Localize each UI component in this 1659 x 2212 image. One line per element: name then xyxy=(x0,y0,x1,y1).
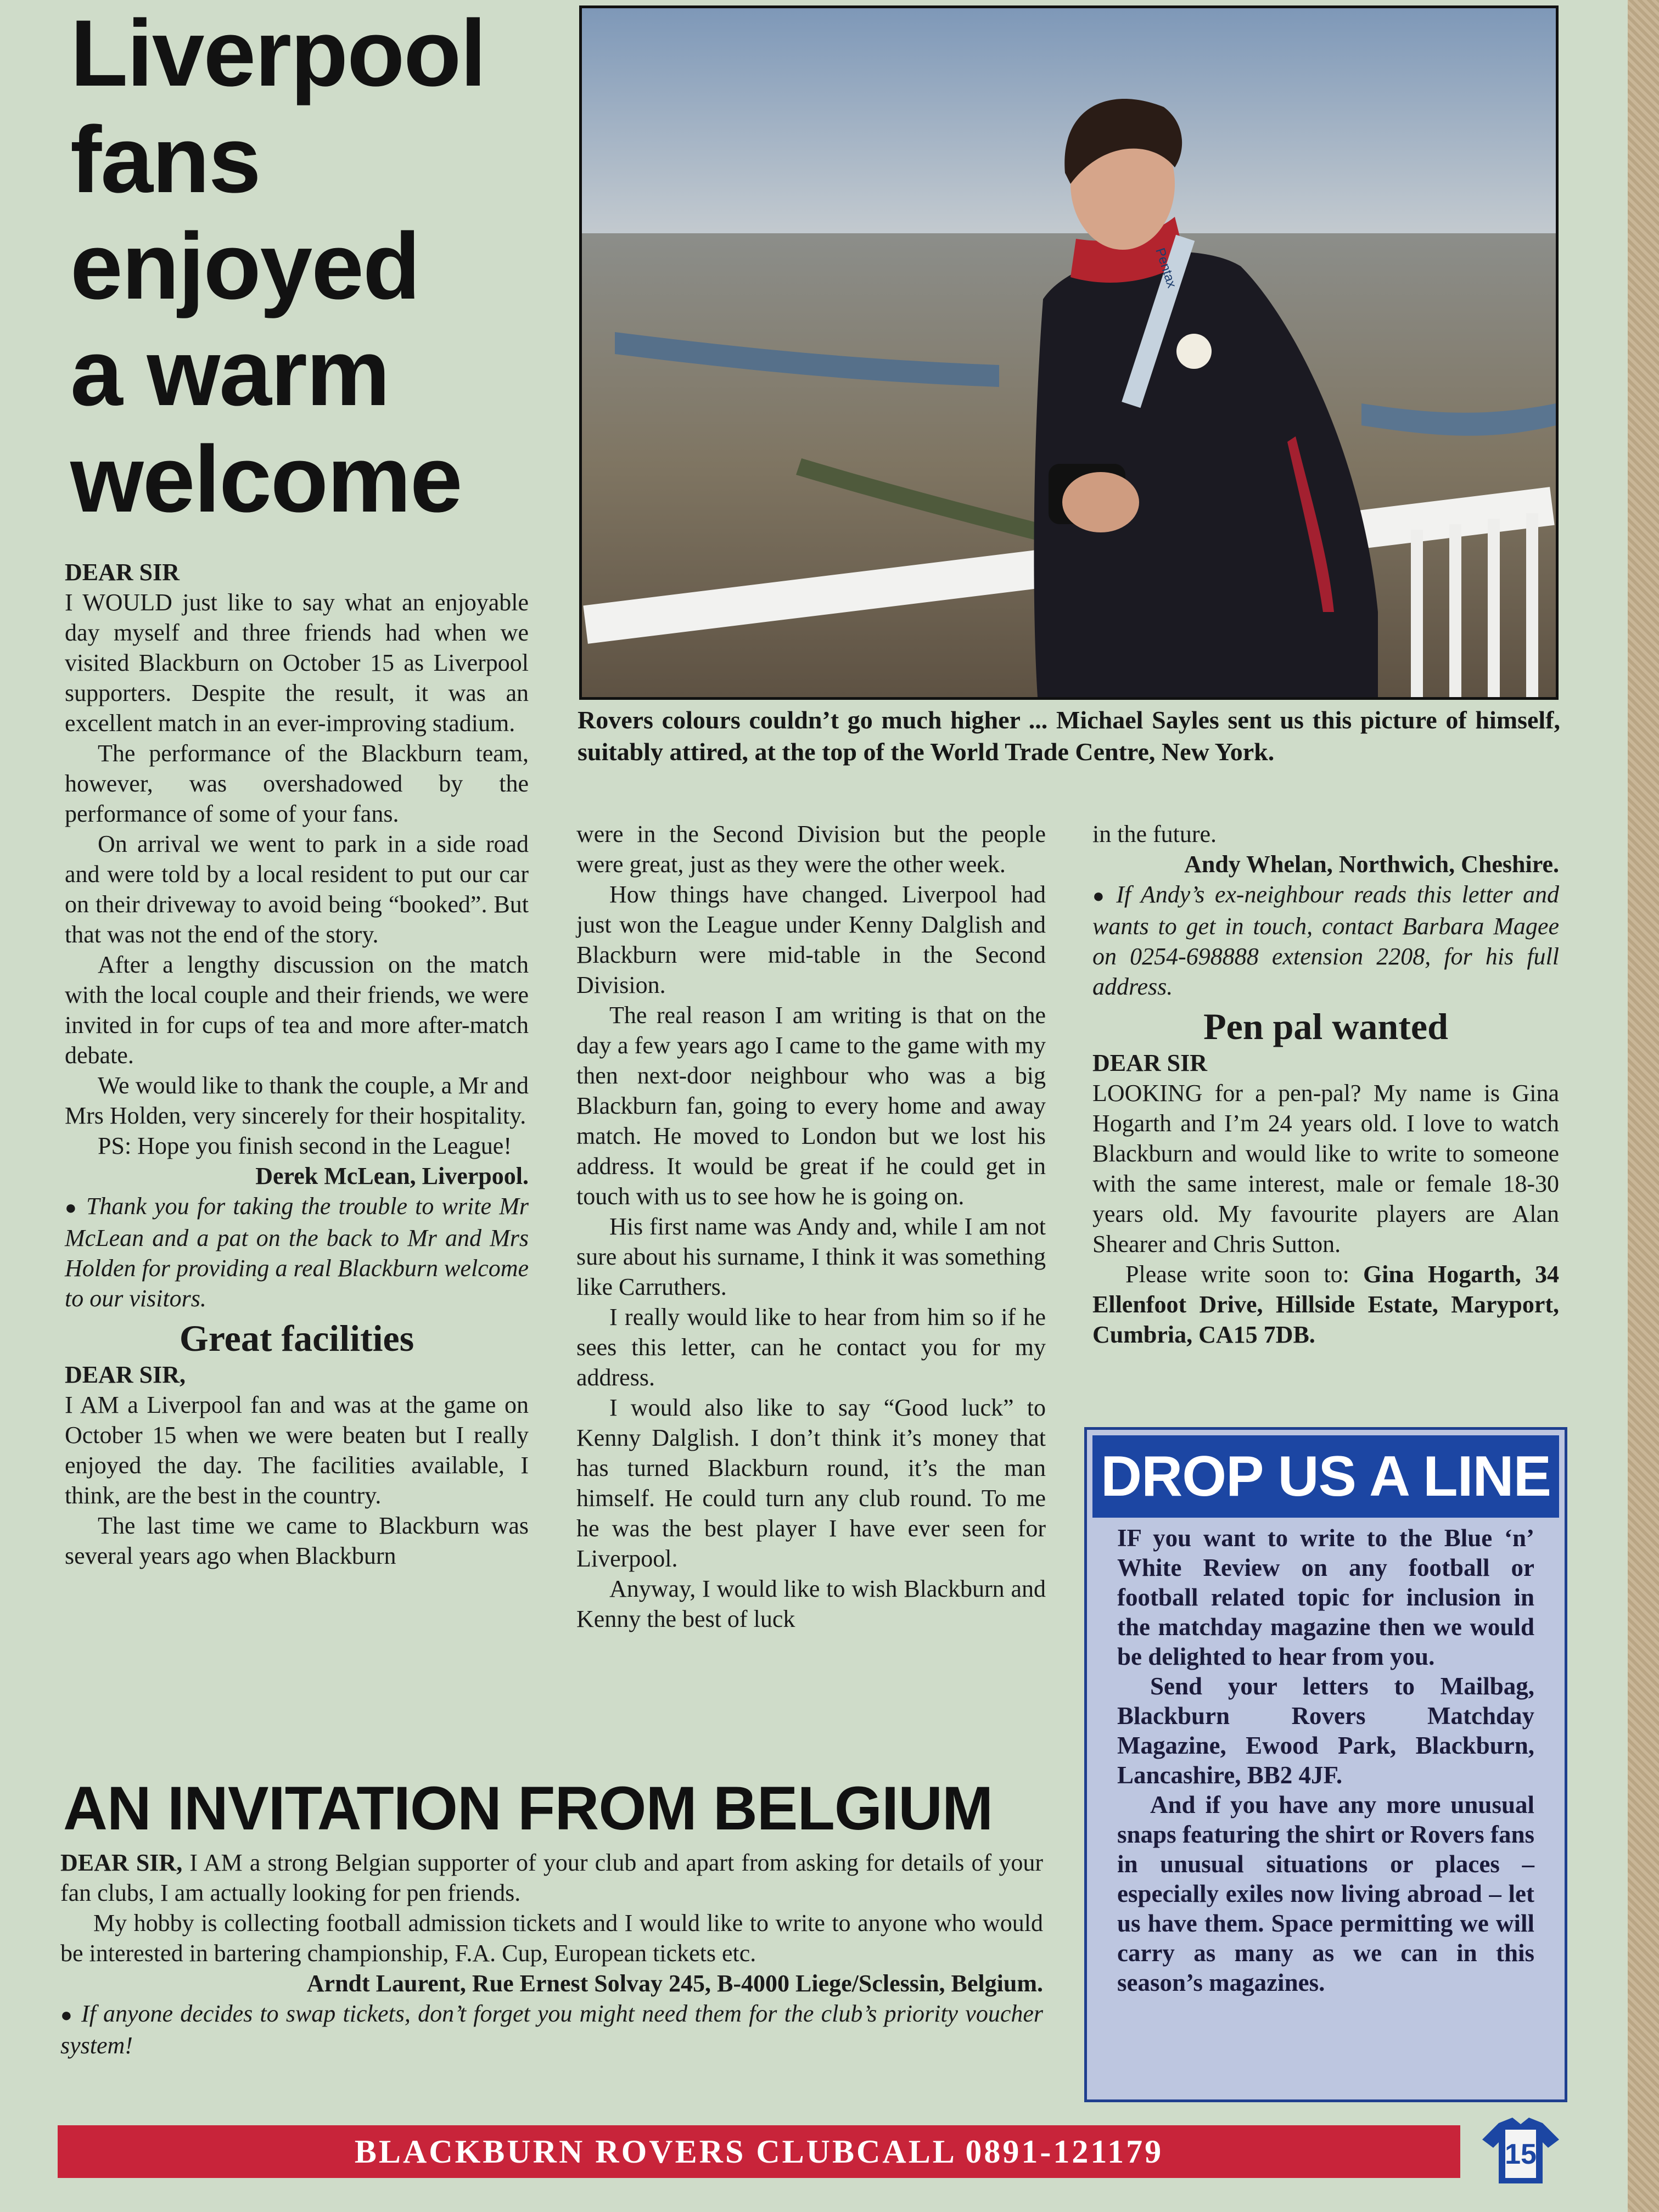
column-2 xyxy=(576,819,1046,1634)
letter1-reply-text: Thank you for taking the trouble to write Mr McLean and a pat on the back to Mr and Mrs Holden for providing a real Blackburn welcome to our visitors. xyxy=(65,1193,529,1312)
page-number: 15 xyxy=(1505,2138,1537,2170)
railing-post xyxy=(1411,530,1423,697)
letter2-continuation: in the future. xyxy=(1092,821,1217,847)
letter3-address-line xyxy=(1092,1259,1559,1350)
letter2-paragraph: I AM a Liverpool fan and was at the game on October 15 when we were beaten but I really enjoyed the day. The facilities available, I think, are the best in the country. xyxy=(65,1391,529,1509)
railing-post xyxy=(1488,519,1500,697)
headline-line: welcome xyxy=(70,426,462,532)
bullet-icon: ● xyxy=(65,1197,79,1219)
letter3-paragraph: LOOKING for a pen-pal? My name is Gina Hogarth and I’m 24 years old. I love to watch Blackburn and would like to write to someone with the same interest, male or female 18-30 years old. My favourite players are Alan Shearer and Chris Sutton. xyxy=(1092,1080,1559,1257)
headline-line: a warm xyxy=(70,320,389,425)
letter3-address: Gina Hogarth, 34 Ellenfoot Drive, Hillside Estate, Maryport, Cumbria, CA15 7DB. xyxy=(1092,1261,1560,1348)
belgium-paragraph-text: I AM a strong Belgian supporter of your club and apart from asking for details of your fan clubs, I am actually looking for pen friends. xyxy=(60,1849,1044,1906)
letter2-reply-text: If Andy’s ex-neighbour reads this letter and wants to get in touch, contact Barbara Magee on 0254-698888 extension 2208, for his full address. xyxy=(1092,881,1559,1000)
drop-box-title: DROP US A LINE xyxy=(1092,1435,1559,1518)
letter2-salutation: DEAR SIR, xyxy=(65,1361,186,1388)
letter2-paragraph: How things have changed. Liverpool had just won the League under Kenny Dalglish and Blackburn were mid-table in the Second Division. xyxy=(576,881,1046,998)
carpet-edge xyxy=(1628,0,1659,2212)
belgium-salutation: DEAR SIR, xyxy=(60,1849,183,1876)
column-1 xyxy=(65,557,529,1571)
belgium-paragraph: My hobby is collecting football admission tickets and I would like to write to anyone who would be interested in bartering championship, F.A. Cup, European tickets etc. xyxy=(60,1910,1043,1967)
letter2-paragraph: were in the Second Division but the people were great, just as they were the other week. xyxy=(576,821,1046,878)
bullet-icon: ● xyxy=(60,2004,74,2026)
belgium-letter xyxy=(60,1848,1043,2061)
photo-caption: Rovers colours couldn’t go much higher ... Michael Sayles sent us this picture of himself, suitably attired, at the top of the World Trade Centre, New York. xyxy=(578,706,1560,766)
letter1-reply xyxy=(65,1191,529,1313)
drop-box-paragraph: Send your letters to Mailbag, Blackburn Rovers Matchday Magazine, Ewood Park, Blackburn, Lancashire, BB2 4JF. xyxy=(1117,1672,1534,1789)
photo-world-trade-centre xyxy=(579,5,1559,700)
letter2-paragraph: Anyway, I would like to wish Blackburn and Kenny the best of luck xyxy=(576,1575,1046,1632)
letter1-paragraph: PS: Hope you finish second in the League! xyxy=(98,1132,512,1159)
letter1-paragraph: On arrival we went to park in a side road and were told by a local resident to put our car on their driveway to avoid being “booked”. But that was not the end of the story. xyxy=(65,830,529,948)
belgium-paragraph xyxy=(60,1848,1043,1908)
letter1-paragraph: The performance of the Blackburn team, however, was overshadowed by the performance of some of your fans. xyxy=(65,740,529,827)
railing-post xyxy=(1449,524,1461,697)
hands xyxy=(1062,472,1139,532)
letter2-subhead: Great facilities xyxy=(179,1317,414,1359)
belgium-headline: AN INVITATION FROM BELGIUM xyxy=(63,1774,993,1843)
letter1-salutation: DEAR SIR xyxy=(65,559,180,586)
camera-strap-text: Pentax xyxy=(1152,246,1180,290)
railing-post xyxy=(1526,513,1538,697)
letter3-salutation: DEAR SIR xyxy=(1092,1049,1208,1076)
letter1-paragraph: After a lengthy discussion on the match with the local couple and their friends, we were invited in for cups of tea and more after-match debate. xyxy=(65,951,529,1069)
letter2-reply xyxy=(1092,879,1559,1002)
headline xyxy=(70,0,553,532)
letter2-paragraph: The last time we came to Blackburn was several years ago when Blackburn xyxy=(65,1512,529,1569)
drop-us-a-line-box xyxy=(1084,1427,1567,2102)
drop-box-paragraph: And if you have any more unusual snaps featuring the shirt or Rovers fans in unusual situations or places – especially exiles now living abroad – let us have them. Space permitting we will carry as many as we can in this season’s magazines. xyxy=(1117,1791,1534,1996)
headline-line: Liverpool xyxy=(70,1,486,106)
letter2-paragraph: I really would like to hear from him so if he sees this letter, can he contact you for my address. xyxy=(576,1304,1046,1391)
column-3 xyxy=(1092,819,1559,1350)
photo-illustration xyxy=(582,8,1556,697)
club-crest xyxy=(1176,334,1212,369)
letter3-write-prefix: Please write soon to: xyxy=(1125,1261,1349,1288)
letter2-signature: Andy Whelan, Northwich, Cheshire. xyxy=(1184,851,1559,878)
sky xyxy=(582,8,1556,244)
letter2-paragraph: I would also like to say “Good luck” to Kenny Dalglish. I don’t think it’s money that has turned Blackburn round, it’s the man himself. He could turn any club round. To me he was the best player I have ever seen for Liverpool. xyxy=(576,1394,1046,1572)
letter2-paragraph: The real reason I am writing is that on the day a few years ago I came to the game with my then next-door neighbour who was a big Blackburn fan, going to every home and away match. He moved to London but we lost his address. It would be great if he could get in touch with us to see how he is going on. xyxy=(576,1002,1046,1210)
letter1-signature: Derek McLean, Liverpool. xyxy=(255,1163,529,1189)
letter3-subhead: Pen pal wanted xyxy=(1203,1006,1448,1047)
drop-box-paragraph: IF you want to write to the Blue ‘n’ White Review on any football or football related topic for inclusion in the matchday magazine then we would be delighted to hear from you. xyxy=(1117,1524,1534,1670)
headline-line: enjoyed xyxy=(70,214,419,319)
letter1-paragraph: We would like to thank the couple, a Mr and Mrs Holden, very sincerely for their hospitality. xyxy=(65,1072,529,1129)
bullet-icon: ● xyxy=(1092,885,1109,907)
letter1-paragraph: I WOULD just like to say what an enjoyable day myself and three friends had when we visited Blackburn on October 15 as Liverpool supporters. Despite the result, it was an excellent match in an ever-improving stadium. xyxy=(65,589,529,737)
drop-box-body xyxy=(1117,1523,1534,1997)
belgium-reply-text: If anyone decides to swap tickets, don’t forget you might need them for the club’s priority voucher system! xyxy=(60,2000,1043,2059)
belgium-reply xyxy=(60,1998,1043,2061)
headline-line: fans xyxy=(70,107,260,212)
letter2-paragraph: His first name was Andy and, while I am not sure about his surname, I think it was something like Carruthers. xyxy=(576,1213,1046,1300)
belgium-signature: Arndt Laurent, Rue Ernest Solvay 245, B-4000 Liege/Sclessin, Belgium. xyxy=(306,1970,1043,1997)
clubcall-banner: BLACKBURN ROVERS CLUBCALL 0891-121179 xyxy=(58,2125,1460,2178)
